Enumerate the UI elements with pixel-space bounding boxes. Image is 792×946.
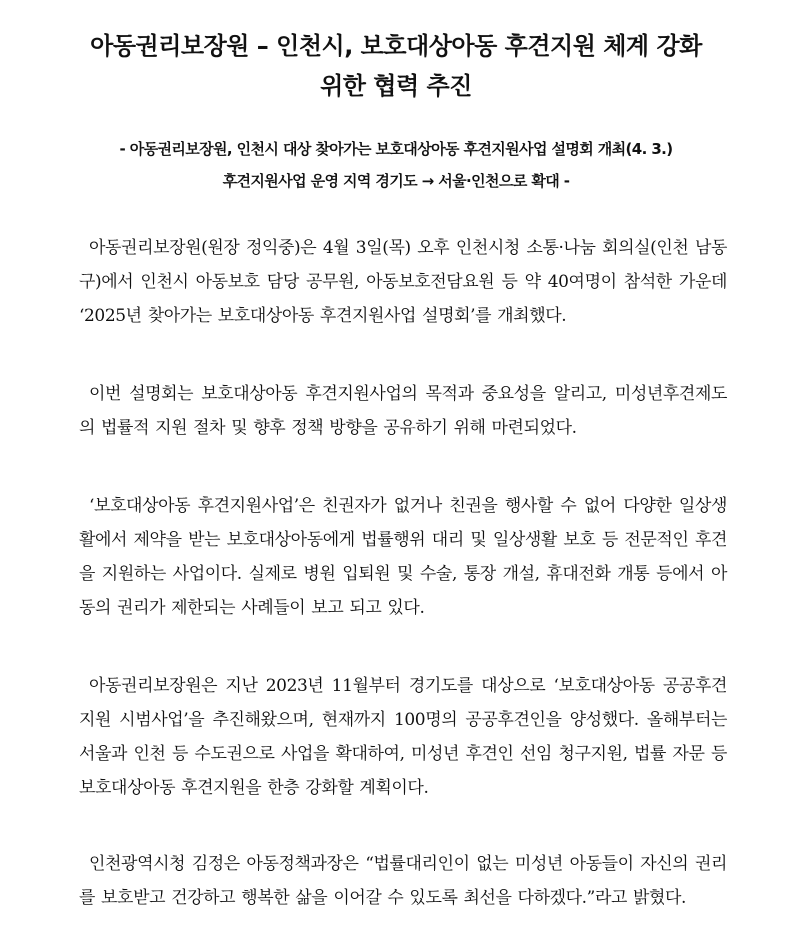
subtitle-line-2: 후견지원사업 운영 지역 경기도 → 서울·인천으로 확대 -	[222, 172, 570, 190]
subtitle-line-1: - 아동권리보장원, 인천시 대상 찾아가는 보호대상아동 후견지원사업 설명회 개최(4. 3.)	[119, 140, 673, 158]
title-line-2: 위한 협력 추진	[320, 72, 472, 100]
document-subtitle	[40, 133, 752, 197]
document-title	[40, 26, 752, 106]
body-paragraph: 아동권리보장원(원장 정익중)은 4월 3일(목) 오후 인천시청 소통·나눔 회의실(인천 남동구)에서 인천시 아동보호 담당 공무원, 아동보호전담요원 등 약 40여명이 참석한 가운데 ‘2025년 찾아가는 보호대상아동 후견지원사업 설명회’를 개최했다.	[79, 238, 727, 326]
title-line-1: 아동권리보장원 – 인천시, 보호대상아동 후견지원 체계 강화	[90, 32, 702, 60]
body-paragraph: 이번 설명회는 보호대상아동 후견지원사업의 목적과 중요성을 알리고, 미성년후견제도의 법률적 지원 절차 및 향후 정책 방향을 공유하기 위해 마련되었다.	[79, 384, 727, 438]
body-paragraph: 아동권리보장원은 지난 2023년 11월부터 경기도를 대상으로 ‘보호대상아동 공공후견지원 시범사업’을 추진해왔으며, 현재까지 100명의 공공후견인을 양성했다. 올해부터는 서울과 인천 등 수도권으로 사업을 확대하여, 미성년 후견인 선임 청구지원, 법률 자문 등 보호대상아동 후견지원을 한층 강화할 계획이다.	[79, 676, 727, 798]
body-paragraph: 인천광역시청 김정은 아동정책과장은 “법률대리인이 없는 미성년 아동들이 자신의 권리를 보호받고 건강하고 행복한 삶을 이어갈 수 있도록 최선을 다하겠다.”라고 밝혔다.	[79, 854, 727, 908]
body-paragraph: ‘보호대상아동 후견지원사업’은 친권자가 없거나 친권을 행사할 수 없어 다양한 일상생활에서 제약을 받는 보호대상아동에게 법률행위 대리 및 일상생활 보호 등 전문적인 후견을 지원하는 사업이다. 실제로 병원 입퇴원 및 수술, 통장 개설, 휴대전화 개통 등에서 아동의 권리가 제한되는 사례들이 보고 되고 있다.	[79, 496, 727, 618]
